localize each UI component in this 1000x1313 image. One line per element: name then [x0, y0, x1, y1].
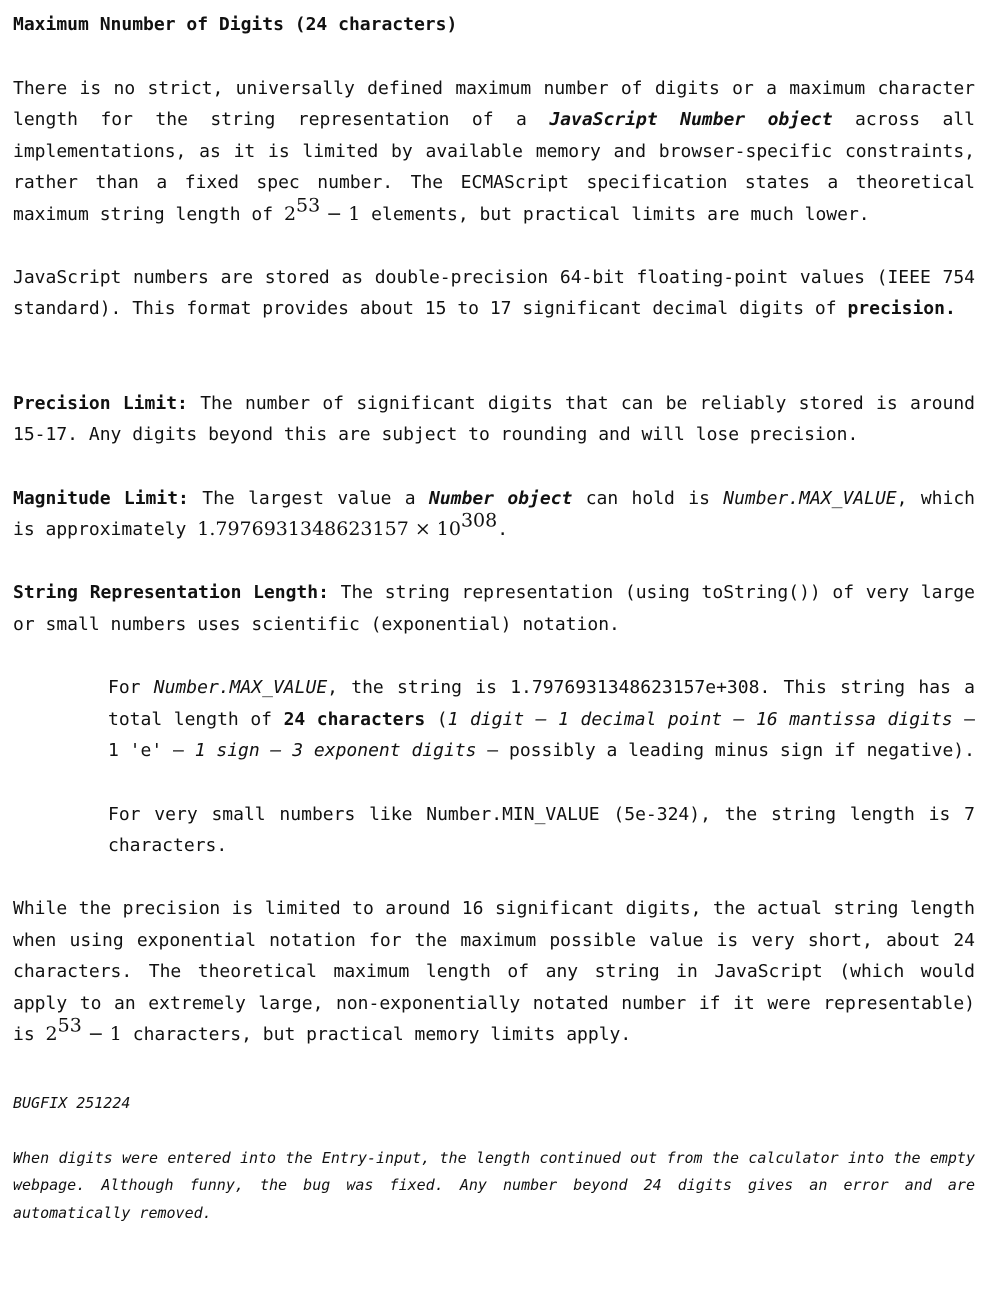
magnitude-emphasis: Number object: [428, 487, 573, 509]
intro-formula-base: 2: [283, 202, 297, 225]
precision-paragraph: [13, 388, 975, 451]
string-rep-label: String Representation Length:: [13, 582, 329, 604]
max-value-text-2: , the string is 1.7976931348623157e+308. This string has a total length of: [108, 677, 975, 730]
summary-formula-exponent: 53: [57, 1014, 82, 1037]
intro-text-2: across all implementations, as it is limited by available memory and browser-specific constraints, rather than a fixed spec number. The ECMAScript specification states a theoretical maximum string length of: [13, 109, 975, 225]
max-value-name: Number.MAX_VALUE: [153, 677, 328, 699]
precision-text: The number of significant digits that can be reliably stored is around 15-17. Any digits beyond this are subject to rounding and will lose precision.: [13, 392, 976, 446]
min-value-item: For very small numbers like Number.MIN_VALUE (5e-324), the string length is 7 characters.: [108, 803, 975, 856]
max-value-text-5: – possibly a leading minus sign if negative).: [476, 740, 975, 762]
summary-formula-tail: − 1: [81, 1022, 122, 1045]
bugfix-heading: BUGFIX 251224: [13, 1094, 131, 1113]
intro-text-1: There is no strict, universally defined maximum number of digits or a maximum character length for the string representation of a: [13, 78, 975, 131]
summary-paragraph: [13, 893, 975, 1050]
magnitude-paragraph: [13, 483, 975, 546]
intro-formula-exponent: 53: [296, 194, 321, 217]
summary-formula-base: 2: [45, 1022, 58, 1045]
magnitude-text-4: .: [497, 519, 509, 541]
max-value-text-1: For: [108, 677, 154, 699]
storage-paragraph: [13, 262, 975, 325]
intro-paragraph: [13, 73, 975, 230]
summary-text-2: characters, but practical memory limits apply.: [121, 1023, 632, 1045]
magnitude-text-3: , which is approximately: [13, 487, 975, 541]
intro-formula-tail: − 1: [320, 202, 361, 225]
document: [13, 10, 975, 1227]
magnitude-formula-base: 1.7976931348623157 × 10: [197, 518, 461, 541]
bugfix-note: When digits were entered into the Entry-input, the length continued out from the calculator into the empty webpage. Although funny, the bug was fixed. Any number beyond 24 digits gives an error and are automatically removed.: [13, 1148, 975, 1222]
magnitude-text-1: The largest value a: [188, 487, 429, 509]
precision-label: Precision Limit:: [13, 392, 188, 414]
storage-emphasis: precision.: [847, 298, 956, 320]
magnitude-max-value: Number.MAX_VALUE: [723, 487, 897, 509]
magnitude-label: Magnitude Limit:: [13, 487, 189, 509]
max-value-length: 24 characters: [283, 708, 426, 730]
max-value-breakdown-1: 1 digit – 1 decimal point – 16 mantissa digits: [447, 708, 953, 730]
max-value-item: [108, 672, 975, 766]
magnitude-formula: [197, 509, 498, 541]
max-value-breakdown-2: 1 sign – 3 exponent digits: [194, 740, 477, 762]
string-rep-paragraph: [13, 577, 975, 640]
page-title: Maximum Nnumber of Digits (24 characters): [13, 14, 458, 35]
summary-formula: [45, 1014, 122, 1045]
intro-emphasis: JavaScript Number object: [549, 109, 833, 131]
intro-text-3: elements, but practical limits are much lower.: [360, 203, 870, 225]
storage-text: JavaScript numbers are stored as double-precision 64-bit floating-point values (IEEE 754 standard). This format provides about 15 to 17 significant decimal digits of: [13, 267, 975, 320]
intro-formula: [283, 194, 361, 225]
magnitude-text-2: can hold is: [572, 487, 724, 509]
max-value-text-3: (: [425, 708, 448, 730]
magnitude-formula-exponent: 308: [460, 509, 498, 532]
max-value-text-4: – 1 'e' –: [108, 708, 975, 762]
summary-text-1: While the precision is limited to around 16 significant digits, the actual string length when using exponential notation for the maximum possible value is very short, about 24 characters. The theoretical maximum length of any string in JavaScript (which would apply to an extremely large, non-exponentially notated number if it were representable) is: [13, 898, 975, 1045]
string-rep-text: The string representation (using toString()) of very large or small numbers uses scientific (exponential) notation.: [13, 582, 975, 635]
